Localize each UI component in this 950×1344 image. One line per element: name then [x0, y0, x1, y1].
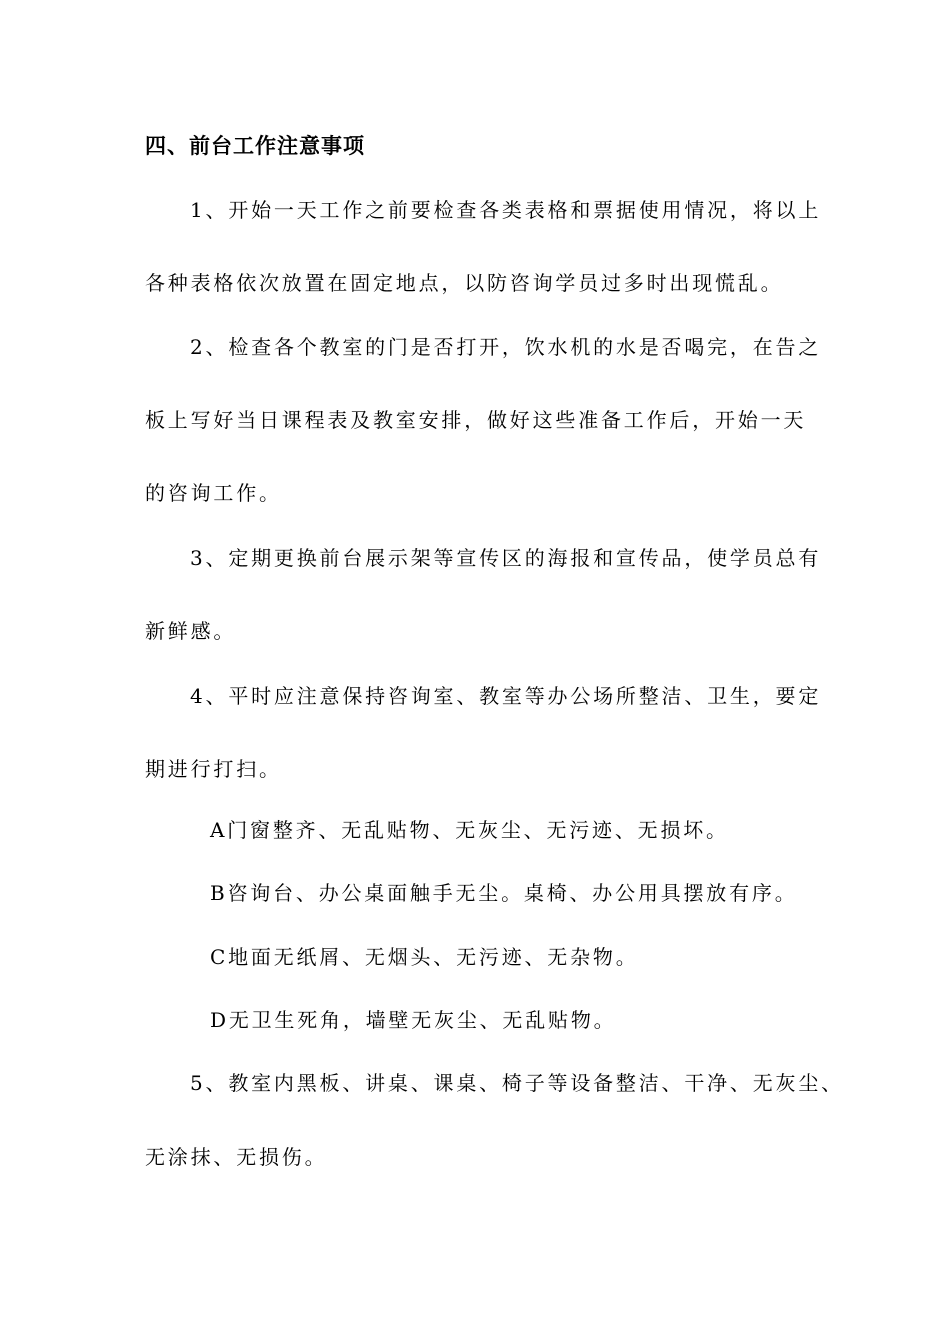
section-heading: 四、前台工作注意事项: [145, 134, 365, 158]
item-5-line-2: 无涂抹、无损伤。: [145, 1145, 328, 1169]
sub-item-a: A门窗整齐、无乱贴物、无灰尘、无污迹、无损坏。: [210, 818, 729, 842]
item-2-line-3: 的咨询工作。: [145, 481, 282, 505]
item-4-line-2: 期进行打扫。: [145, 757, 282, 781]
sub-item-d: D无卫生死角，墙壁无灰尘、无乱贴物。: [210, 1008, 617, 1032]
item-1-line-1: 1、开始一天工作之前要检查各类表格和票据使用情况，将以上: [190, 198, 822, 222]
item-3-line-1: 3、定期更换前台展示架等宣传区的海报和宣传品，使学员总有: [190, 546, 822, 570]
item-5-line-1: 5、教室内黑板、讲桌、课桌、椅子等设备整洁、干净、无灰尘、: [190, 1071, 844, 1095]
item-2-line-2: 板上写好当日课程表及教室安排，做好这些准备工作后，开始一天: [145, 408, 807, 432]
item-3-line-2: 新鲜感。: [145, 619, 237, 643]
item-1-line-2: 各种表格依次放置在固定地点，以防咨询学员过多时出现慌乱。: [145, 271, 784, 295]
item-2-line-1: 2、检查各个教室的门是否打开，饮水机的水是否喝完，在告之: [190, 335, 822, 359]
sub-item-c: C地面无纸屑、无烟头、无污迹、无杂物。: [210, 945, 639, 969]
item-4-line-1: 4、平时应注意保持咨询室、教室等办公场所整洁、卫生，要定: [190, 684, 822, 708]
sub-item-b: B咨询台、办公桌面触手无尘。桌椅、办公用具摆放有序。: [210, 881, 798, 905]
